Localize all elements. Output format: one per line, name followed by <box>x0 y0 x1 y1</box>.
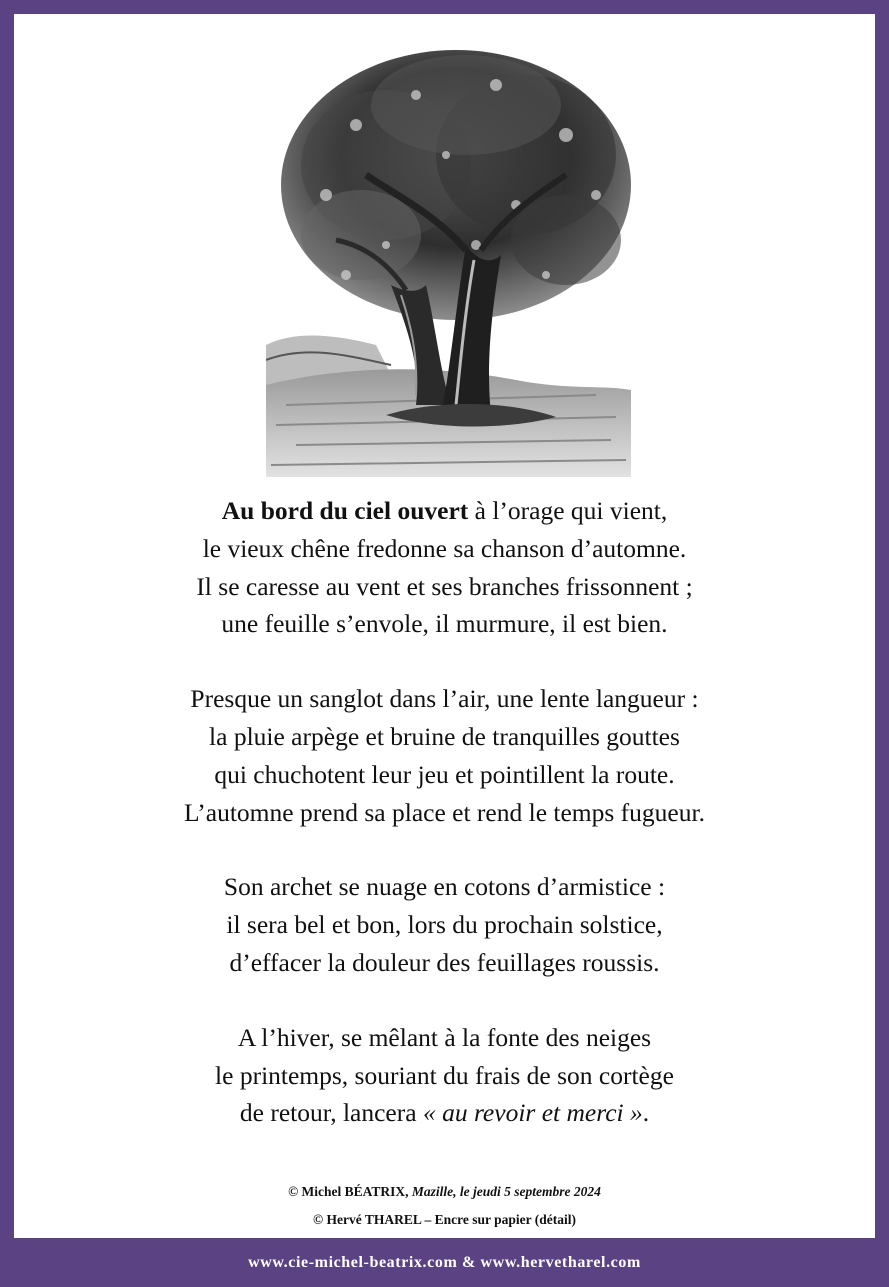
poem-line: Presque un sanglot dans l’air, une lente langueur : <box>190 684 699 714</box>
poem-line: L’automne prend sa place et rend le temps fugueur. <box>184 797 705 827</box>
stanza-break <box>14 831 875 868</box>
poem-title-phrase: Au bord du ciel ouvert <box>221 496 469 525</box>
stanza-1 <box>14 492 875 643</box>
author-name: © Michel BÉATRIX, <box>288 1184 412 1199</box>
oak-tree-drawing <box>266 45 631 477</box>
poem-line <box>14 492 875 530</box>
stanza-break <box>14 982 875 1019</box>
poem-line <box>14 1094 875 1132</box>
poem-line: Son archet se nuage en cotons d’armistice : <box>223 872 666 902</box>
poem-quote: « au revoir et merci » <box>422 1098 643 1128</box>
poem-line: qui chuchotent leur jeu et pointillent la route. <box>214 759 675 789</box>
poem-line: Il se caresse au vent et ses branches frissonnent ; <box>196 571 693 601</box>
poem-body <box>14 492 875 1132</box>
poem-line-text: de retour, lancera <box>239 1098 423 1128</box>
place-date: Mazille, le jeudi 5 septembre 2024 <box>411 1184 601 1199</box>
poem-line-text: à l’orage qui vient, <box>468 496 668 525</box>
stanza-3 <box>14 868 875 981</box>
poem-line-text: . <box>642 1098 650 1128</box>
stanza-break <box>14 643 875 680</box>
poem-line: il sera bel et bon, lors du prochain solstice, <box>226 910 663 940</box>
poem-line: le vieux chêne fredonne sa chanson d’automne. <box>202 533 687 563</box>
poem-line: la pluie arpège et bruine de tranquilles gouttes <box>209 721 680 751</box>
oak-tree-icon <box>266 45 631 477</box>
poem-line: A l’hiver, se mêlant à la fonte des neiges <box>237 1022 652 1052</box>
stanza-2 <box>14 680 875 831</box>
illustrator-credit: © Hervé THAREL – Encre sur papier (détail) <box>313 1212 576 1227</box>
poem-line: une feuille s’envole, il murmure, il est bien. <box>221 609 668 639</box>
poem-page <box>14 14 875 1238</box>
stanza-4 <box>14 1019 875 1132</box>
author-credit <box>14 1184 875 1200</box>
poem-line: d’effacer la douleur des feuillages roussis. <box>229 947 660 977</box>
poem-line: le printemps, souriant du frais de son cortège <box>215 1060 674 1090</box>
footer-websites-link[interactable]: www.cie-michel-beatrix.com & www.hervetharel.com <box>248 1254 641 1271</box>
